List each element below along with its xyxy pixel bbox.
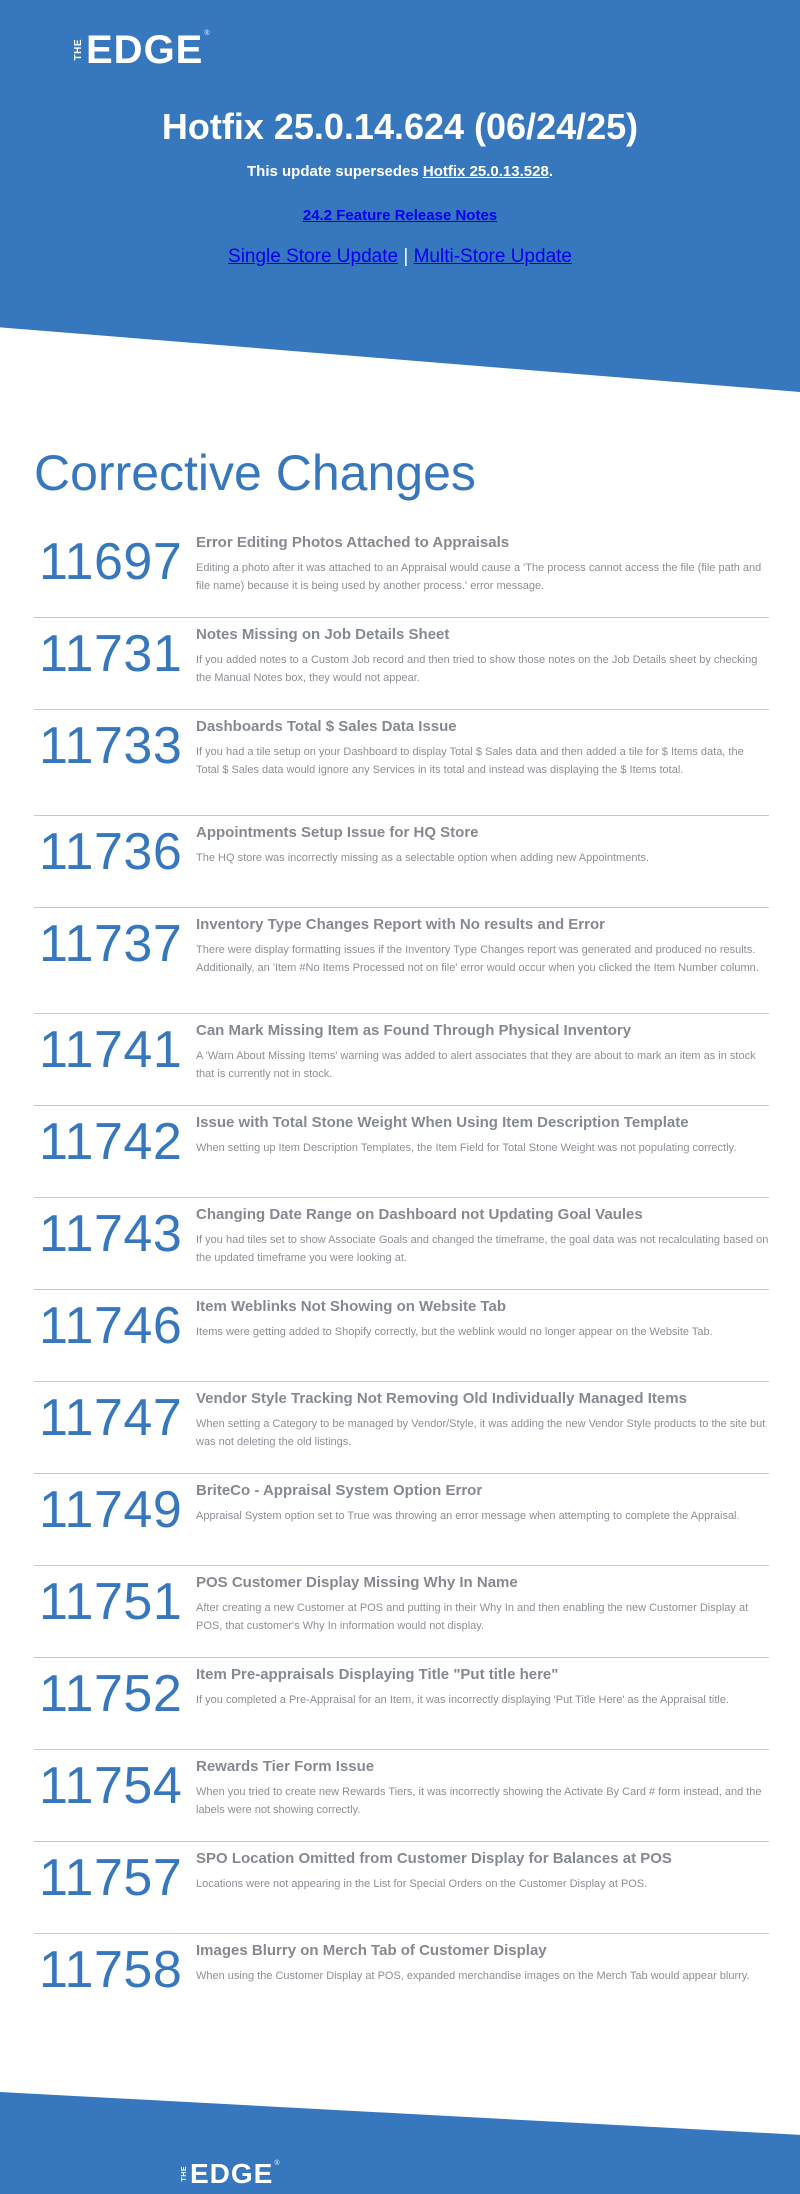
list-item xyxy=(34,1934,769,2026)
logo-registered-mark: ® xyxy=(204,30,210,37)
issue-title: Item Pre-appraisals Displaying Title "Put title here" xyxy=(196,1666,559,1683)
issue-description: If you had tiles set to show Associate Goals and changed the timeframe, the goal data was not recalculating based on the updated timeframe you were looking at. xyxy=(196,1234,769,1264)
footer-banner xyxy=(0,2092,800,2194)
issue-description: The HQ store was incorrectly missing as a selectable option when adding new Appointments. xyxy=(196,852,650,864)
issue-title: Images Blurry on Merch Tab of Customer Display xyxy=(196,1942,547,1959)
issue-description: If you had a tile setup on your Dashboard to display Total $ Sales data and then added a tile for $ Items data, the Total $ Sales data would ignore any Services in its total and instead was displaying the $ Items total. xyxy=(196,746,744,776)
issue-number: 11743 xyxy=(39,1205,183,1263)
logo-the-text: THE xyxy=(181,2166,188,2182)
list-item xyxy=(34,1106,769,1198)
logo-registered-mark: ® xyxy=(274,2160,280,2167)
issue-number: 11737 xyxy=(39,915,183,973)
issue-title: Rewards Tier Form Issue xyxy=(196,1758,375,1775)
single-store-update-link[interactable]: Single Store Update xyxy=(228,246,399,267)
issue-number: 11733 xyxy=(39,717,183,775)
issue-number: 11754 xyxy=(39,1757,183,1815)
issue-number: 11697 xyxy=(39,533,183,591)
issue-title: Vendor Style Tracking Not Removing Old Individually Managed Items xyxy=(196,1390,687,1407)
section-title: Corrective Changes xyxy=(34,445,476,501)
list-item xyxy=(34,816,769,908)
issue-title: Item Weblinks Not Showing on Website Tab xyxy=(196,1298,507,1315)
edge-logo[interactable] xyxy=(74,30,210,70)
list-item xyxy=(34,1750,769,1842)
issue-title: Inventory Type Changes Report with No results and Error xyxy=(196,916,605,933)
issue-number: 11749 xyxy=(39,1481,183,1539)
issue-number: 11731 xyxy=(39,625,183,683)
issue-number: 11741 xyxy=(39,1021,183,1079)
list-item xyxy=(34,908,769,1014)
issue-title: SPO Location Omitted from Customer Display for Balances at POS xyxy=(196,1850,672,1867)
superseded-hotfix-link[interactable]: Hotfix 25.0.13.528 xyxy=(422,163,549,180)
corrective-changes-list xyxy=(34,526,769,2026)
issue-description: When you tried to create new Rewards Tiers, it was incorrectly showing the Activate By Card # form instead, and the labels were not showing correctly. xyxy=(196,1786,762,1816)
issue-description: A 'Warn About Missing Items' warning was added to alert associates that they are about to mark an item as in stock that is currently not in stock. xyxy=(196,1050,756,1080)
feature-release-notes-link[interactable]: 24.2 Feature Release Notes xyxy=(302,207,498,224)
release-notes-line xyxy=(0,207,800,224)
issue-title: BriteCo - Appraisal System Option Error xyxy=(196,1482,483,1499)
issue-number: 11747 xyxy=(39,1389,183,1447)
issue-title: Changing Date Range on Dashboard not Updating Goal Vaules xyxy=(196,1206,643,1223)
page-title: Hotfix 25.0.14.624 (06/24/25) xyxy=(161,106,639,147)
issue-description: If you completed a Pre-Appraisal for an Item, it was incorrectly displaying 'Put Title Here' as the Appraisal title. xyxy=(196,1694,730,1706)
logo-edge-text: EDGE xyxy=(190,2158,274,2189)
list-item xyxy=(34,1014,769,1106)
issue-title: Issue with Total Stone Weight When Using Item Description Template xyxy=(196,1114,689,1131)
issue-title: POS Customer Display Missing Why In Name xyxy=(196,1574,518,1591)
list-item xyxy=(34,526,769,618)
issue-number: 11736 xyxy=(39,823,183,881)
supersede-suffix: . xyxy=(548,163,553,180)
issue-description: After creating a new Customer at POS and putting in their Why In and then enabling the new Customer Display at POS, that customer's Why In information would not display. xyxy=(196,1602,749,1632)
list-item xyxy=(34,1290,769,1382)
issue-title: Can Mark Missing Item as Found Through Physical Inventory xyxy=(196,1022,632,1039)
multi-store-update-link[interactable]: Multi-Store Update xyxy=(413,246,572,267)
issue-description: When setting a Category to be managed by Vendor/Style, it was adding the new Vendor Style products to the site but was not deleting the old listings. xyxy=(196,1418,766,1448)
issue-number: 11752 xyxy=(39,1665,183,1723)
issue-description: Locations were not appearing in the List for Special Orders on the Customer Display at POS. xyxy=(196,1878,648,1890)
issue-title: Notes Missing on Job Details Sheet xyxy=(196,626,450,643)
list-item xyxy=(34,1198,769,1290)
issue-number: 11757 xyxy=(39,1849,183,1907)
logo-edge-text: EDGE xyxy=(86,28,204,72)
issue-title: Appointments Setup Issue for HQ Store xyxy=(196,824,479,841)
logo-the-text: THE xyxy=(73,39,84,61)
issue-description: Appraisal System option set to True was throwing an error message when attempting to complete the Appraisal. xyxy=(196,1510,740,1522)
update-links xyxy=(0,246,800,268)
list-item xyxy=(34,1658,769,1750)
list-item xyxy=(34,1842,769,1934)
list-item xyxy=(34,710,769,816)
issue-description: There were display formatting issues if the Inventory Type Changes report was generated and produced no results. Additionally, an 'Item #No Items Processed not on file' error would occur when you clicked the Item Number column. xyxy=(196,944,759,974)
list-item xyxy=(34,618,769,710)
issue-title: Dashboards Total $ Sales Data Issue xyxy=(196,718,457,735)
issue-number: 11746 xyxy=(39,1297,183,1355)
issue-title: Error Editing Photos Attached to Appraisals xyxy=(196,534,510,551)
issue-number: 11742 xyxy=(39,1113,183,1171)
supersede-prefix: This update supersedes xyxy=(247,163,423,180)
issue-number: 11751 xyxy=(39,1573,183,1631)
supersede-line xyxy=(0,163,800,180)
issue-description: If you added notes to a Custom Job record and then tried to show those notes on the Job Details sheet by checking the Manual Notes box, they would not appear. xyxy=(196,654,758,684)
list-item xyxy=(34,1474,769,1566)
issue-description: Editing a photo after it was attached to an Appraisal would cause a 'The process cannot access the file (file path and file name) because it is being used by another process.' error message. xyxy=(196,562,762,592)
issue-description: When setting up Item Description Templates, the Item Field for Total Stone Weight was not populating correctly. xyxy=(196,1142,737,1154)
issue-description: Items were getting added to Shopify correctly, but the weblink would no longer appear on the Website Tab. xyxy=(196,1326,713,1338)
issue-number: 11758 xyxy=(39,1941,183,1999)
footer-edge-logo[interactable] xyxy=(181,2160,280,2188)
issue-description: When using the Customer Display at POS, expanded merchandise images on the Merch Tab would appear blurry. xyxy=(196,1970,750,1982)
update-links-separator: | xyxy=(398,246,414,267)
list-item xyxy=(34,1566,769,1658)
list-item xyxy=(34,1382,769,1474)
